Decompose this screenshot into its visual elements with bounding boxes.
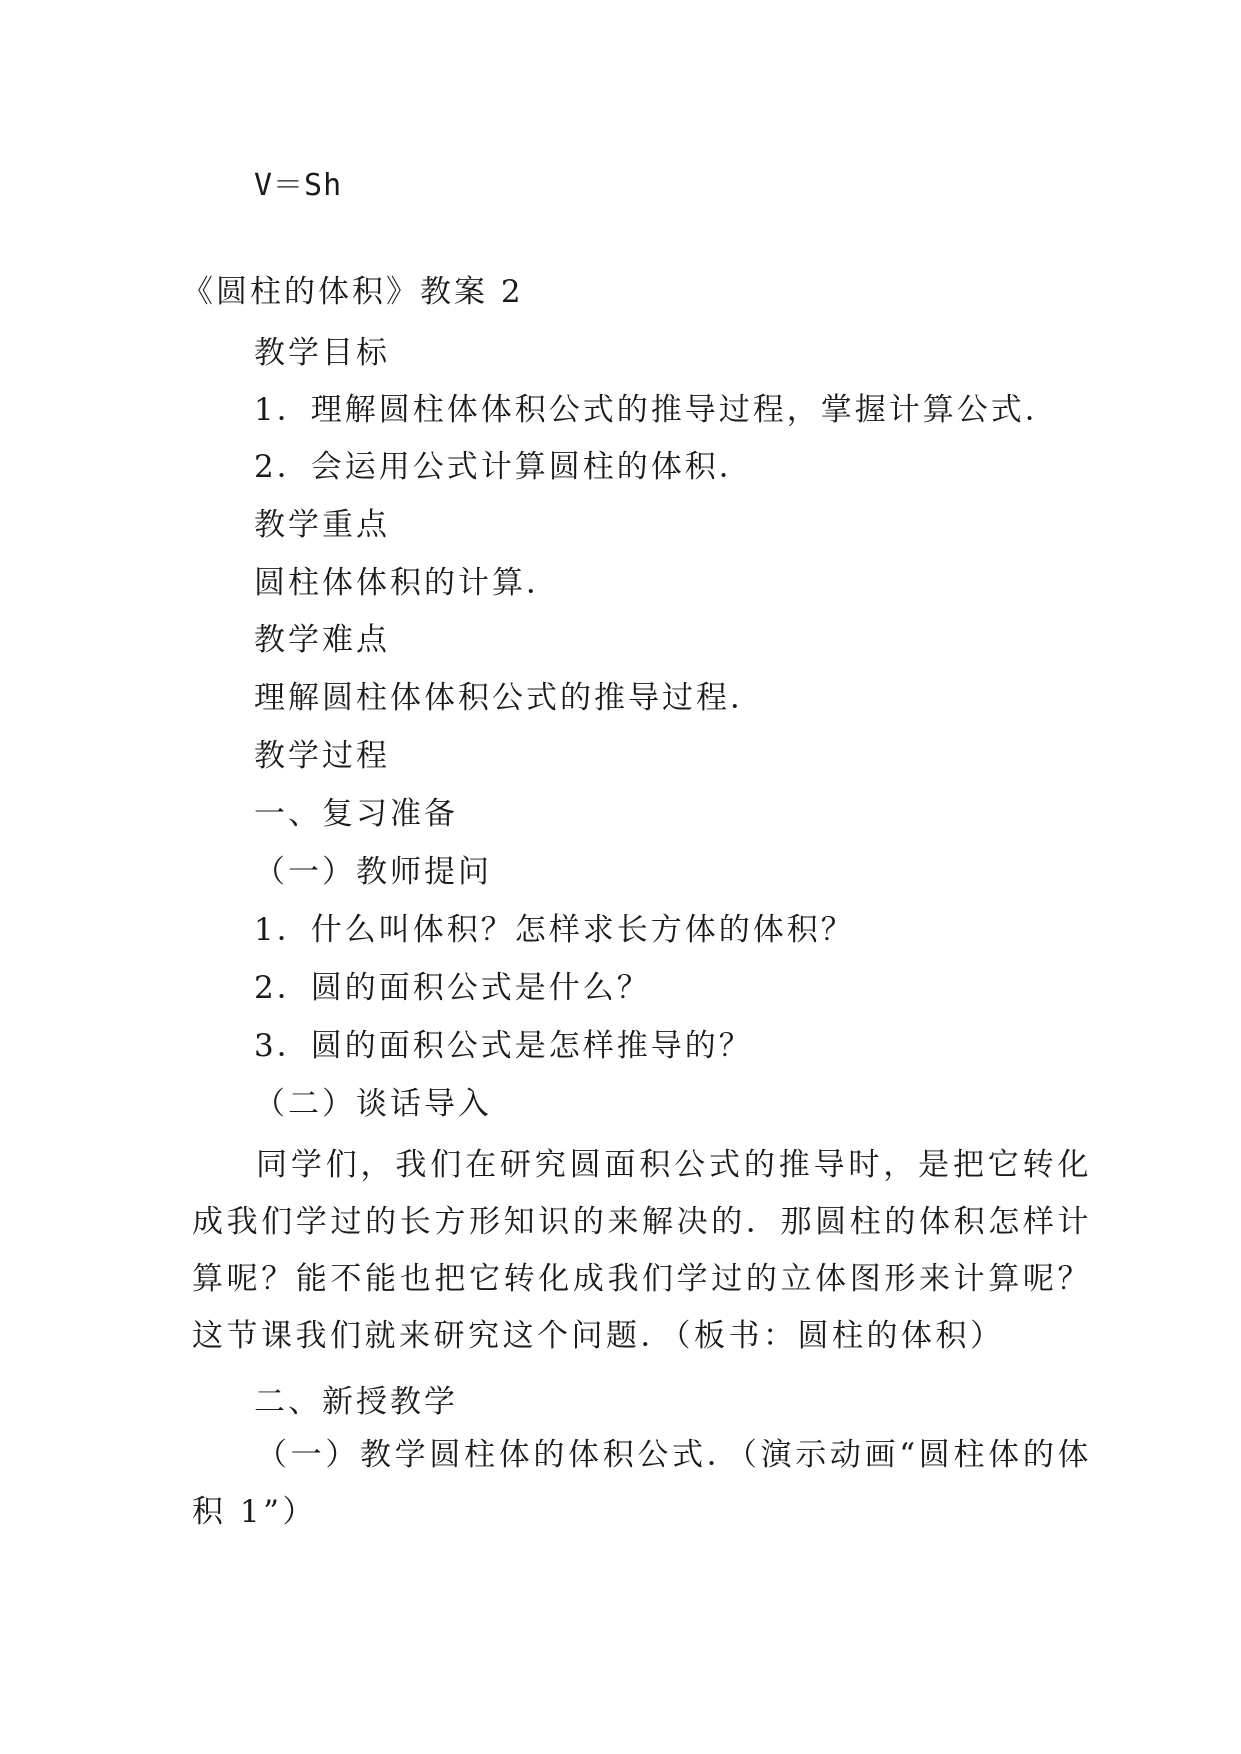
volume-formula: V＝Sh (254, 168, 343, 203)
keypoint-text: 圆柱体体积的计算． (254, 565, 560, 601)
question-item-1: 1．什么叫体积？怎样求长方体的体积？ (254, 912, 855, 948)
formula-teaching-paragraph: （一）教学圆柱体的体积公式．（演示动画“圆柱体的体积 1”） (192, 1437, 1092, 1530)
subsection-introduction: （二）谈话导入 (254, 1086, 492, 1122)
difficulty-text: 理解圆柱体体积公式的推导过程． (254, 680, 764, 716)
objectives-heading: 教学目标 (254, 335, 390, 371)
objective-item-1: 1．理解圆柱体体积公式的推导过程，掌握计算公式． (254, 392, 1059, 428)
intro-paragraph: 同学们，我们在研究圆面积公式的推导时，是把它转化成我们学过的长方形知识的来解决的．那圆柱的体积怎样计算呢？能不能也把它转化成我们学过的立体图形来计算呢？这节课我们就来研究这个问题．（板书：圆柱的体积） (192, 1147, 1092, 1354)
objective-item-2: 2．会运用公式计算圆柱的体积． (254, 449, 753, 485)
keypoint-heading: 教学重点 (254, 507, 390, 543)
section-heading-new-teaching: 二、新授教学 (254, 1384, 458, 1420)
difficulty-heading: 教学难点 (254, 622, 390, 658)
subsection-teacher-questions: （一）教师提问 (254, 854, 492, 890)
lesson-title: 《圆柱的体积》教案 2 (182, 274, 524, 310)
section-heading-review: 一、复习准备 (254, 796, 458, 832)
question-item-2: 2．圆的面积公式是什么？ (254, 970, 651, 1006)
question-item-3: 3．圆的面积公式是怎样推导的？ (254, 1028, 753, 1064)
process-heading: 教学过程 (254, 738, 390, 774)
